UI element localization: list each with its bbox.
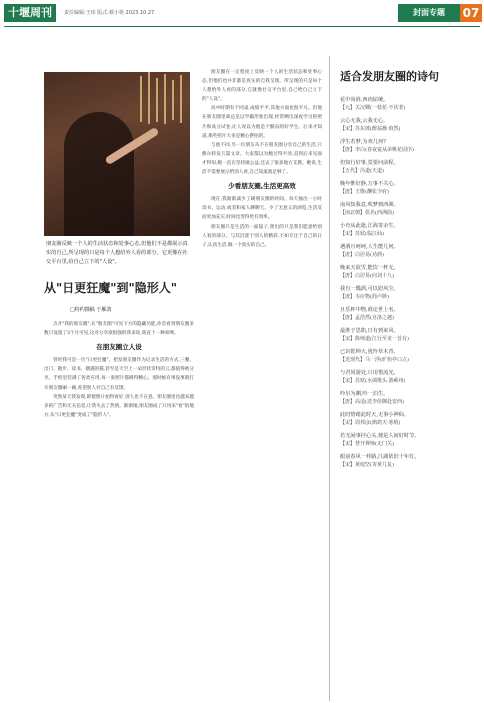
poem-author: 【宋】周邦彦(鹧鸪天·寒梢) [340, 420, 401, 426]
poem-author: 【唐】王维(酬张少府) [340, 189, 389, 195]
poem-author: 【唐】孟浩然(自洛之越) [340, 315, 394, 321]
poem-author: 【宋】苏轼(水调歌头·游蕲州) [340, 378, 406, 384]
poem-list [340, 96, 478, 474]
poem-author: 【唐】韦应物(简卢陟) [340, 294, 389, 300]
poem-quote: 南风知我意,吹梦到西洲。 [340, 202, 399, 208]
editor-meta: 责任编辑:王玮 版式:蔡小艳 2023.10.27 [64, 10, 155, 16]
poem-quote: 若无闲事挂心头,便是人间好时节。 [340, 433, 420, 439]
paragraph: 与他不同,另一位朋友从不在朋友圈分享自己的生活,只偶尔转发几篇文章。大家都以为她过得平淡,直到后来见面才得知,她一直在坚持做公益,还去了很多地方支教。她说,生活不需要展示给别人看,自己知道就足够了。 [202, 142, 322, 176]
header-rule [4, 26, 480, 27]
byline: □特约撰稿 于雁鸽 [70, 307, 112, 313]
paragraph: 曾经我可是一位"日更狂魔"。把发朋友圈作为记录生活的方式,三餐、出门、散步、读书、偶遇的猫,甚至是天空上一朵形状奇特的云,都值得被分享。手机里装满了各类应用,每一张照片都修得精心。那时候有事没事就打开朋友圈刷一刷,希望别人对自己有反馈。 [44, 358, 194, 391]
poem-author: 【唐】李白(春夜宴从弟桃花园序) [340, 147, 414, 153]
poem-quote: 浮生若梦,为欢几何? [340, 139, 386, 145]
paragraph: 高中时期有个同桌,成绩平平,其他方面也很平凡。但他在朋友圈里却总是以学霸形象出现,经常晒出深夜学习的照片和高分试卷,让人误以为他是个勤奋的好学生。后来才知道,那些照片大多是精心摆拍的。 [202, 106, 322, 139]
poem-quote: 我有一瓢酒,可以慰风尘。 [340, 286, 399, 292]
article-title: 从"日更狂魔"到"隐形人" [44, 281, 178, 295]
poem-quote: 云心无我,云我无心。 [340, 118, 389, 124]
paragraph: 现在,我渐渐减少了刷朋友圈的时间。每天抽出一小时读书、运动,或者和家人聊聊天。少了无意义的浏览,生活反而更加充实,时间也变得更有效率。 [202, 197, 322, 221]
incense-stick [164, 74, 166, 124]
poem-quote: 与君同游处,只用惜流光。 [340, 370, 399, 376]
poem-author: 【近现代】马一浮(旷怡亭口占) [340, 357, 409, 363]
poem-quote: 遇酒且呵呵,人生能几何。 [340, 244, 399, 250]
incense-stick [172, 80, 174, 120]
paragraph: 突然某天我发现,即使照片拍得再好,别人也不在意。朋友圈里也越来越多的广告和无关信息,让我失去了热情。渐渐地,朋友圈成了只用来"看"的地方,从"日更狂魔"变成了"隐形人"。 [44, 394, 194, 418]
article-photo [44, 72, 190, 236]
poem-author: 【宋】苏东坡(醉翁操·琅然) [340, 126, 401, 132]
poem-quote: 最胜于思陷,日有到来风。 [340, 328, 399, 334]
incense-stick [148, 72, 150, 124]
incense-stick [156, 78, 158, 122]
poem-quote: 眼前春风一样路,江湖依旧十年灯。 [340, 454, 420, 460]
newspaper-logo: 十堰周刊 [4, 4, 56, 22]
poem-quote: 但知行好事,莫要问前程。 [340, 160, 399, 166]
paragraph: 点开"我的朋友圈",在"朋友圈"可见下方的隐藏功能,你会看到朋友圈多数只设置了3个月可见,这对分享欲很强的我来说,简直十一种束缚。 [44, 322, 194, 337]
poem-author: 【唐】高适(送李侍御赴安西) [340, 399, 404, 405]
subheading: 少看朋友圈,生活更高效 [228, 182, 296, 191]
paragraph: 朋友圈只是生活的一面镜子,照出的只是我们愿意给别人看的部分。与其沉迷于别人的精彩,不如专注于自己的日子,认真生活,做一个真实的自己。 [202, 224, 322, 248]
poems-title: 适合发朋友圈的诗句 [340, 70, 439, 83]
poem-author: 【元】关汉卿(一枝花·不伏老) [340, 105, 406, 111]
poem-quote: 晚年惟好静,万事不关心。 [340, 181, 399, 187]
poem-author: 【宋】陈师道(江行至龙一首有) [340, 336, 409, 342]
poem-author: 【宋】慧开禅师(无门关) [340, 441, 394, 447]
poem-quote: 花中尚谁,西肉屈统。 [340, 97, 389, 103]
paragraph: 朋友圈在一定程度上反映一个人的生活状态和处事心态,但他们也并非都是真实的自我呈现。所呈现的只是每个人想给外人看的部分,它就像社交平台里,自己给自己立下的"人设"。 [202, 70, 322, 103]
incense-stick [180, 75, 182, 123]
column-divider [329, 56, 330, 701]
article-column-middle [202, 68, 322, 698]
photo-caption: 朋友圈反映一个人的生活状态和处事心态,但他们不是都展示真实的自己,所呈现的只是每个人想给外人看的部分。它更像在社交平台里,给自己立下的"人设"。 [46, 241, 188, 265]
poem-quote: 此时情绪此时天,无事小神仙。 [340, 412, 410, 418]
poem-quote: 晚来天欲雪,能饮一杯无。 [340, 265, 399, 271]
poem-quote: 小舟从此逝,江海寄余生。 [340, 223, 399, 229]
poem-quote: 已识乾坤大,犹怜草木青。 [340, 349, 399, 355]
poem-author: 【五代】冯道(天道) [340, 168, 384, 174]
subheading: 在朋友圈立人设 [96, 343, 142, 352]
poem-author: 【南北朝】佚名(西洲曲) [340, 210, 394, 216]
page-header [0, 0, 484, 26]
page-number: 07 [460, 4, 482, 22]
poem-quote: 吟尔为渊,吟一泊生。 [340, 391, 389, 397]
poem-quote: 且乐杯中物,谁论世上名。 [340, 307, 399, 313]
incense-stick [140, 76, 142, 122]
poem-author: 【宋】苏轼(临江仙) [340, 231, 384, 237]
poem-author: 【唐】白居易(问刘十九) [340, 273, 394, 279]
article-column-left [44, 320, 194, 700]
section-label: 封面专题 [398, 4, 460, 22]
poem-author: 【唐】白居易(劝酒) [340, 252, 384, 258]
poem-author: 【宋】黄庭坚(寄黄几复) [340, 462, 394, 468]
person-silhouette [64, 112, 134, 236]
